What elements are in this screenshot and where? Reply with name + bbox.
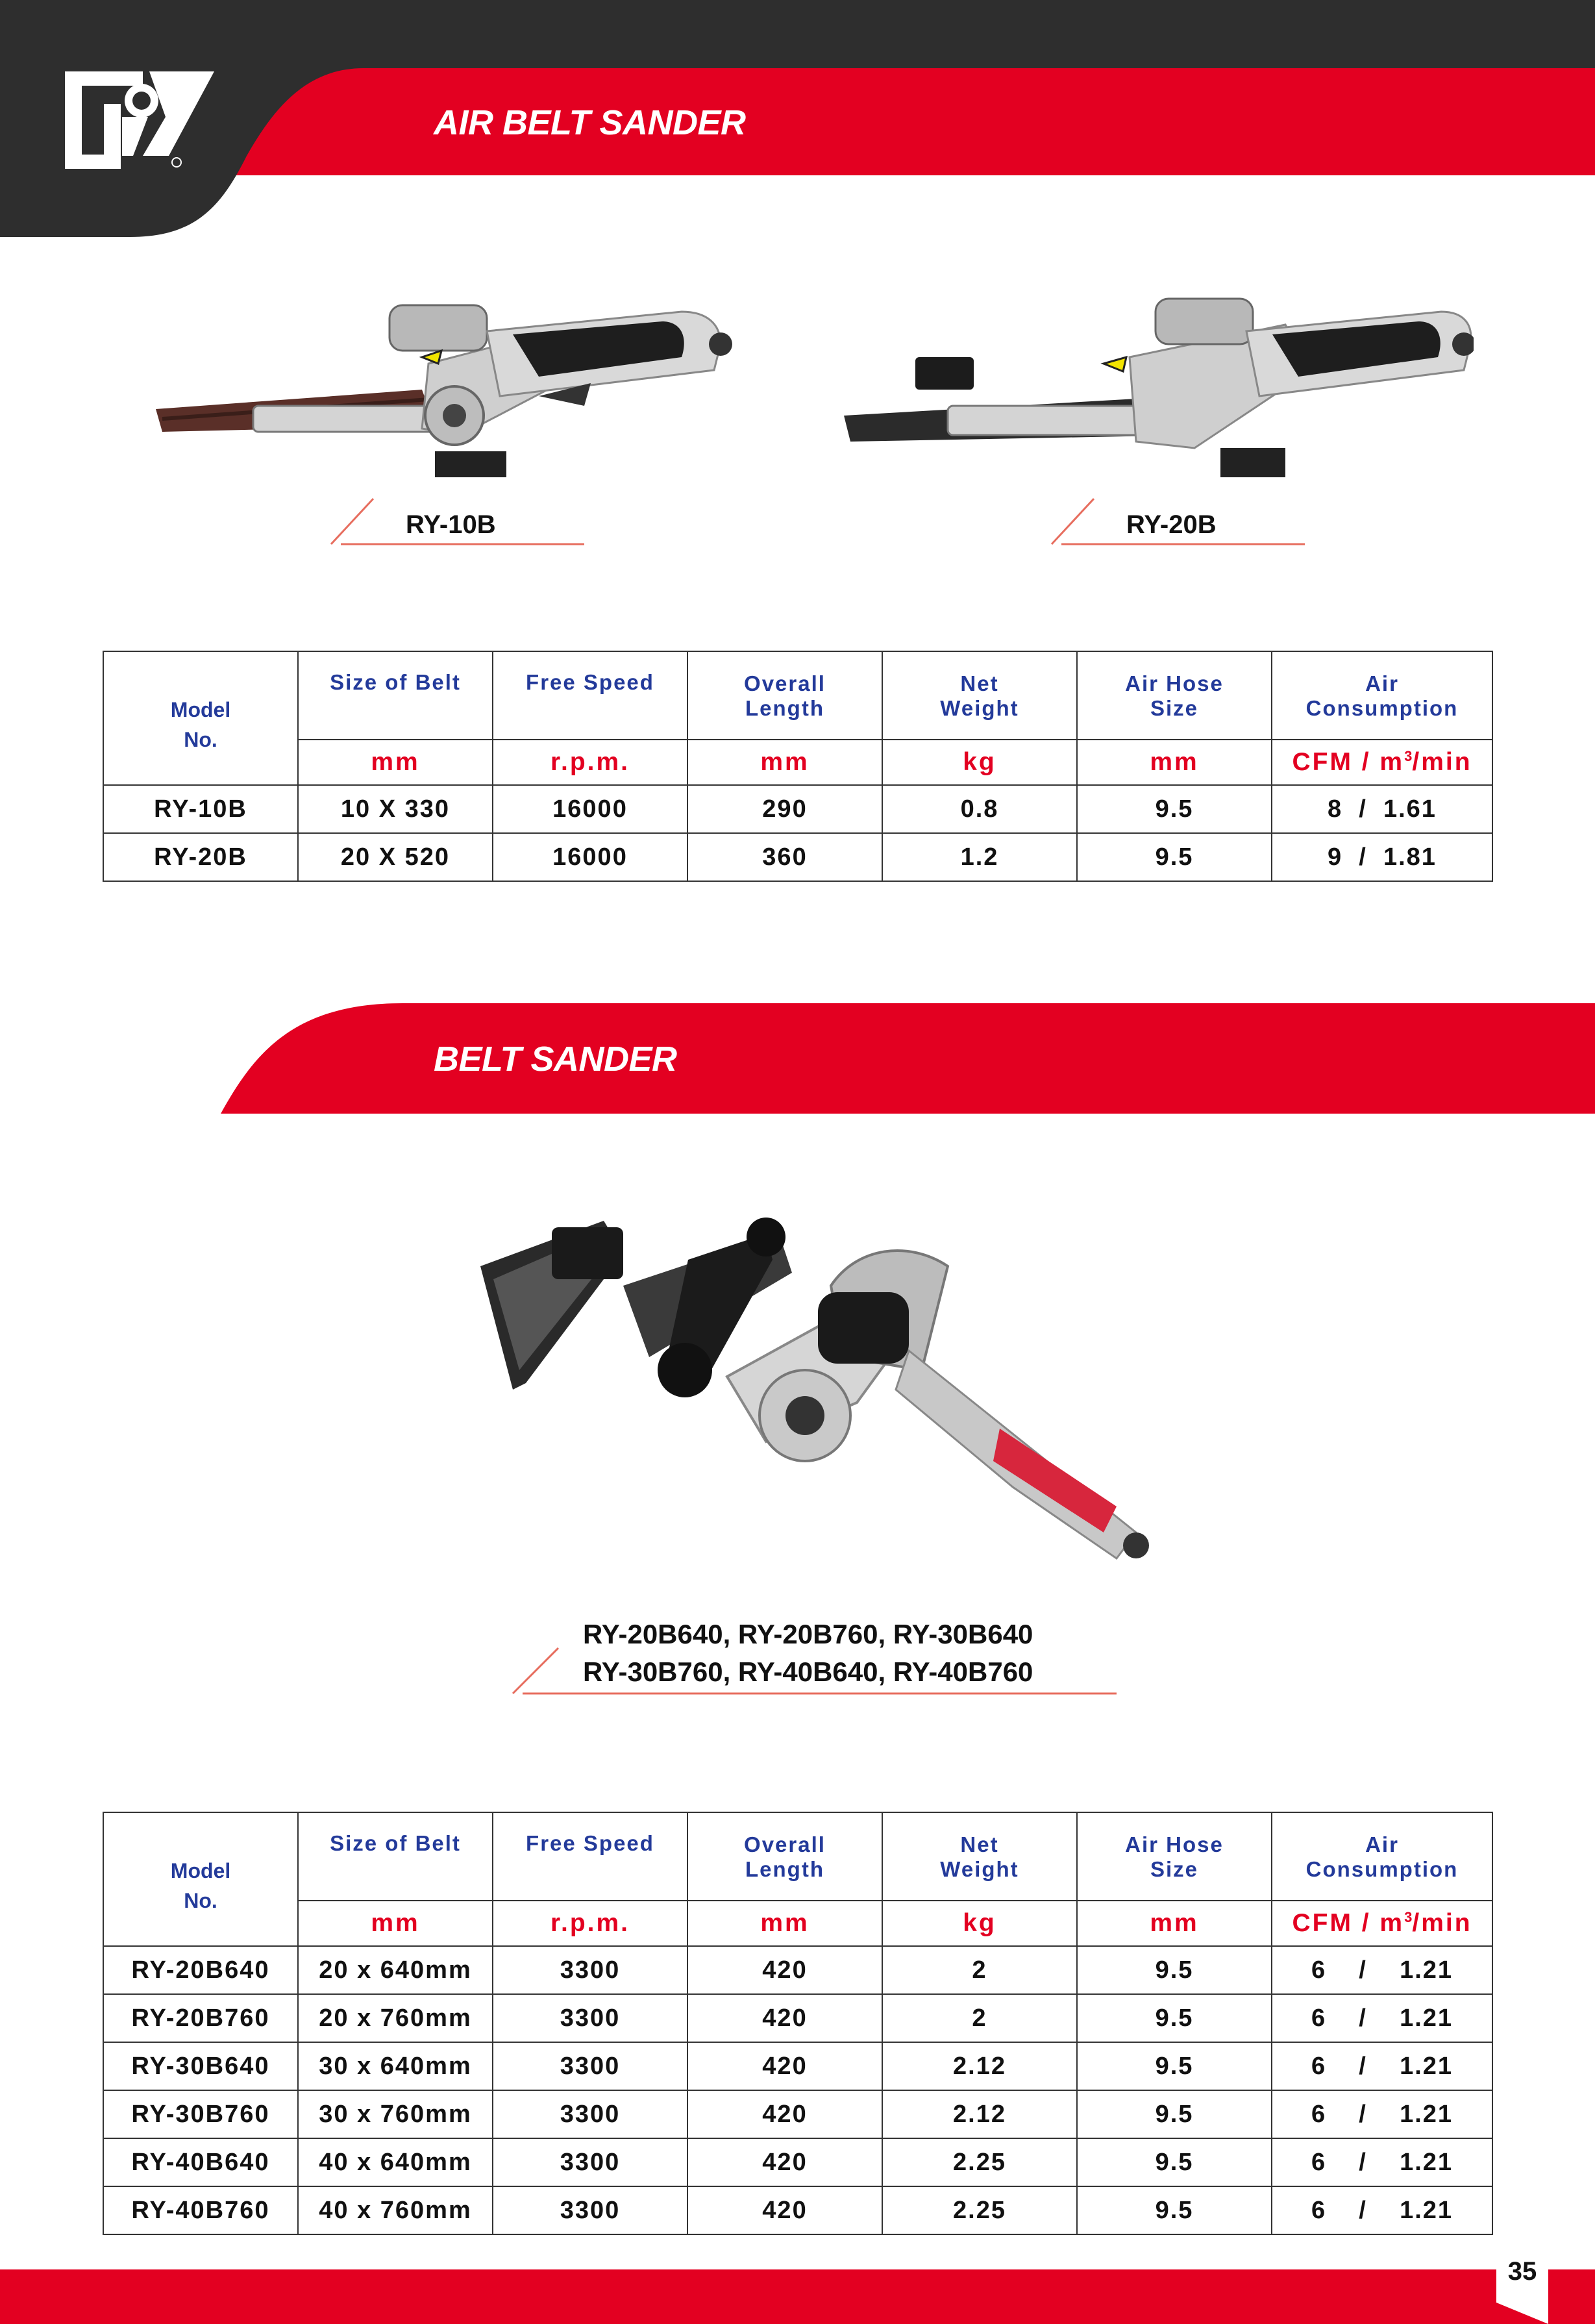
spec-value-cell: 6 / 1.21 xyxy=(1272,2138,1492,2186)
header-text: Free Speed xyxy=(526,670,654,694)
unit-text: CFM / m xyxy=(1292,1909,1405,1937)
page-number: 35 xyxy=(1507,2257,1537,2286)
model-number-cell: RY-30B760 xyxy=(103,2090,298,2138)
header-text: Length xyxy=(745,696,824,720)
model-number-cell: RY-20B xyxy=(103,833,298,881)
unit-cell: kg xyxy=(882,740,1077,785)
spec-value-cell: 420 xyxy=(687,2138,882,2186)
caption-leader-ry10b xyxy=(328,494,587,545)
spec-value-cell: 360 xyxy=(687,833,882,881)
spec-value-cell: 20 X 520 xyxy=(298,833,493,881)
header-text: Air xyxy=(1365,671,1399,695)
spec-value-cell: 420 xyxy=(687,2186,882,2234)
spec-value-cell: 6 / 1.21 xyxy=(1272,1994,1492,2042)
table-row xyxy=(103,1946,1492,1994)
model-header-line1: Model xyxy=(170,1859,231,1882)
header-text: Size of Belt xyxy=(330,670,461,694)
spec-value-cell: 3300 xyxy=(493,1946,687,1994)
section-title-air-belt-sander: AIR BELT SANDER xyxy=(434,103,746,142)
model-number-cell: RY-20B640 xyxy=(103,1946,298,1994)
model-caption-ry10b: RY-10B xyxy=(406,510,496,539)
spec-value-cell: 1.2 xyxy=(882,833,1077,881)
spec-value-cell: 9.5 xyxy=(1077,2090,1272,2138)
unit-cell: mm xyxy=(1077,740,1272,785)
spec-value-cell: 3300 xyxy=(493,1994,687,2042)
spec-value-cell: 40 x 640mm xyxy=(298,2138,493,2186)
spec-value-cell: 2.25 xyxy=(882,2186,1077,2234)
column-header-air-hose-size xyxy=(1077,1812,1272,1901)
spec-value-cell: 2 xyxy=(882,1994,1077,2042)
product-image-ry10b xyxy=(149,286,753,481)
model-number-cell: RY-10B xyxy=(103,785,298,833)
caption-line-1: RY-20B640, RY-20B760, RY-30B640 xyxy=(583,1619,1033,1649)
unit-cell: kg xyxy=(882,1901,1077,1946)
header-text: Net xyxy=(960,671,999,695)
spec-value-cell: 0.8 xyxy=(882,785,1077,833)
spec-value-cell: 16000 xyxy=(493,833,687,881)
header-text: Size of Belt xyxy=(330,1831,461,1855)
caption-leader-belt-sanders xyxy=(510,1643,1120,1695)
spec-value-cell: 40 x 760mm xyxy=(298,2186,493,2234)
spec-value-cell: 9.5 xyxy=(1077,1994,1272,2042)
spec-value-cell: 2.12 xyxy=(882,2090,1077,2138)
column-header-air-hose-size xyxy=(1077,651,1272,740)
spec-value-cell: 9.5 xyxy=(1077,833,1272,881)
section-title-belt-sander: BELT SANDER xyxy=(434,1040,677,1079)
spec-value-cell: 30 x 760mm xyxy=(298,2090,493,2138)
header-text: Consumption xyxy=(1305,1857,1459,1881)
footer-red-band xyxy=(0,2269,1595,2324)
unit-text-tail: /min xyxy=(1412,748,1472,776)
unit-cell: r.p.m. xyxy=(493,1901,687,1946)
unit-cell-air-consumption xyxy=(1272,740,1492,785)
header-text: Overall xyxy=(744,671,826,695)
unit-text-tail: /min xyxy=(1412,1909,1472,1937)
spec-value-cell: 6 / 1.21 xyxy=(1272,2186,1492,2234)
column-header-net-weight xyxy=(882,1812,1077,1901)
unit-cell: mm xyxy=(298,1901,493,1946)
spec-table-belt-sander xyxy=(103,1812,1493,2235)
table1-body xyxy=(103,785,1492,881)
spec-value-cell: 9 / 1.81 xyxy=(1272,833,1492,881)
spec-value-cell: 420 xyxy=(687,2090,882,2138)
spec-value-cell: 9.5 xyxy=(1077,2186,1272,2234)
header-text: Weight xyxy=(940,1857,1019,1881)
section-band-belt-sander xyxy=(0,1003,1595,1114)
model-number-cell: RY-40B760 xyxy=(103,2186,298,2234)
column-header-free-speed xyxy=(493,651,687,740)
column-header-air-consumption xyxy=(1272,651,1492,740)
model-header-cell xyxy=(103,1812,298,1946)
header-text: Air Hose xyxy=(1125,671,1224,695)
header-text: Net xyxy=(960,1832,999,1856)
unit-superscript: 3 xyxy=(1404,1909,1413,1925)
header-text: Weight xyxy=(940,696,1019,720)
spec-value-cell: 420 xyxy=(687,2042,882,2090)
table-row xyxy=(103,785,1492,833)
spec-value-cell: 6 / 1.21 xyxy=(1272,2042,1492,2090)
table-row xyxy=(103,2042,1492,2090)
spec-value-cell: 9.5 xyxy=(1077,2042,1272,2090)
table-row xyxy=(103,833,1492,881)
product-image-belt-sander xyxy=(454,1208,1188,1571)
header-text: Size xyxy=(1150,1857,1199,1881)
unit-cell: mm xyxy=(298,740,493,785)
spec-value-cell: 3300 xyxy=(493,2042,687,2090)
spec-value-cell: 6 / 1.21 xyxy=(1272,2090,1492,2138)
column-header-net-weight xyxy=(882,651,1077,740)
spec-value-cell: 3300 xyxy=(493,2186,687,2234)
spec-value-cell: 10 X 330 xyxy=(298,785,493,833)
spec-table-air-belt-sander xyxy=(103,651,1493,882)
header-text: Free Speed xyxy=(526,1831,654,1855)
header-text: Length xyxy=(745,1857,824,1881)
table-row xyxy=(103,2138,1492,2186)
unit-cell: mm xyxy=(687,740,882,785)
spec-value-cell: 2.12 xyxy=(882,2042,1077,2090)
unit-superscript: 3 xyxy=(1404,748,1413,764)
header-text: Air Hose xyxy=(1125,1832,1224,1856)
spec-value-cell: 2.25 xyxy=(882,2138,1077,2186)
spec-value-cell: 20 x 760mm xyxy=(298,1994,493,2042)
column-header-belt-size xyxy=(298,651,493,740)
unit-cell: mm xyxy=(687,1901,882,1946)
spec-value-cell: 20 x 640mm xyxy=(298,1946,493,1994)
column-header-overall-length xyxy=(687,651,882,740)
header-text: Overall xyxy=(744,1832,826,1856)
caption-line-2: RY-30B760, RY-40B640, RY-40B760 xyxy=(583,1656,1033,1687)
brand-logo xyxy=(65,71,214,169)
spec-value-cell: 3300 xyxy=(493,2138,687,2186)
unit-text: CFM / m xyxy=(1292,748,1405,776)
header-text: Air xyxy=(1365,1832,1399,1856)
column-header-air-consumption xyxy=(1272,1812,1492,1901)
model-number-cell: RY-30B640 xyxy=(103,2042,298,2090)
spec-value-cell: 8 / 1.61 xyxy=(1272,785,1492,833)
spec-value-cell: 420 xyxy=(687,1946,882,1994)
model-number-cell: RY-40B640 xyxy=(103,2138,298,2186)
model-number-cell: RY-20B760 xyxy=(103,1994,298,2042)
header-text: Size xyxy=(1150,696,1199,720)
spec-value-cell: 16000 xyxy=(493,785,687,833)
header-text: Consumption xyxy=(1305,696,1459,720)
model-header-line1: Model xyxy=(170,698,231,721)
spec-value-cell: 3300 xyxy=(493,2090,687,2138)
spec-value-cell: 420 xyxy=(687,1994,882,2042)
spec-value-cell: 30 x 640mm xyxy=(298,2042,493,2090)
table-row xyxy=(103,1994,1492,2042)
unit-cell: mm xyxy=(1077,1901,1272,1946)
spec-value-cell: 9.5 xyxy=(1077,785,1272,833)
model-header-cell xyxy=(103,651,298,785)
column-header-overall-length xyxy=(687,1812,882,1901)
spec-value-cell: 2 xyxy=(882,1946,1077,1994)
table2-body xyxy=(103,1946,1492,2234)
column-header-free-speed xyxy=(493,1812,687,1901)
product-image-ry20b xyxy=(831,286,1474,481)
model-caption-ry20b: RY-20B xyxy=(1126,510,1217,539)
spec-value-cell: 9.5 xyxy=(1077,2138,1272,2186)
table-row xyxy=(103,2186,1492,2234)
spec-value-cell: 6 / 1.21 xyxy=(1272,1946,1492,1994)
table-row xyxy=(103,2090,1492,2138)
unit-cell: r.p.m. xyxy=(493,740,687,785)
model-header-line2: No. xyxy=(184,728,217,751)
caption-leader-ry20b xyxy=(1048,494,1308,545)
model-header-line2: No. xyxy=(184,1889,217,1912)
column-header-belt-size xyxy=(298,1812,493,1901)
unit-cell-air-consumption xyxy=(1272,1901,1492,1946)
spec-value-cell: 290 xyxy=(687,785,882,833)
spec-value-cell: 9.5 xyxy=(1077,1946,1272,1994)
